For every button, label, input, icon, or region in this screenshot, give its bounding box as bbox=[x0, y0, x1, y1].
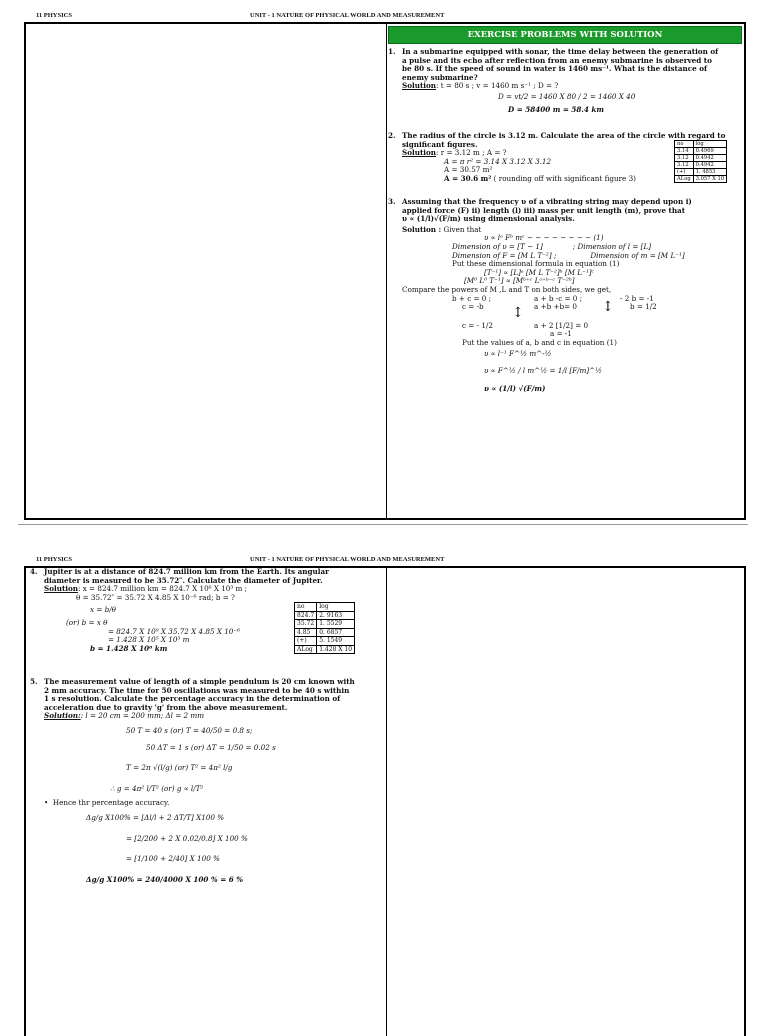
q1-step1: D = vt/2 = 1460 X 80 / 2 = 1460 X 40 bbox=[498, 91, 636, 101]
page-2 bbox=[0, 550, 768, 1024]
question-5: 5. The measurement value of length of a simple pendulum is 20 cm known with 2 mm accuracy. The time for 50 oscillations was measured to be 40 s within 1 s resolution. Calculate the percentage accuracy in the determination of acceleration due to gravity 'g' from the above measurement. Solution:: l = 20 cm = 200 mm; Δl = 2 mm 50 T = 40 s (or) T = 40/50 = 0.8 s; 50 ΔT = 1 s (or) ΔT = 1/50 = 0.02 s T = 2π √(l/g) (or) T² = 4π² l/g ∴ g = 4π² l/T² (or) g ∝ l/T² • Hence thr percentage accuracy. Δg/g X100% = [Δl/l + 2 ΔT/T] X100 % = [2/200 + 2 X 0.02/0.8] X 100 % = [1/100 + 2/40] X 100 % Δg/g X100% = 240/4000 X 100 % = 6 % bbox=[30, 677, 355, 884]
solution-label: Solution bbox=[402, 148, 437, 158]
page-frame bbox=[24, 566, 746, 1036]
question-4: 4. Jupiter is at a distance of 824.7 million km from the Earth. Its angular diameter is measured to be 35.72″. Calculate the diameter of Jupiter. Solution: x = 824.7 million km = 824.7 X 10⁶ X 10³ m ; θ = 35.72″ = 35.72 X 4.85 X 10⁻⁶ rad; b = ? x = b/θ (or) b = x θ = 824.7 X 10⁹ X 35.72 X 4.85 X 10⁻⁶ = 1.428 X 10⁵ X 10³ m b = 1.428 X 10⁸ km no log 824.7 2. 9163 35.72 1. 5529 4.85 0. 6857 (+) 5. 1549 ALog 1.428 X 10 bbox=[30, 568, 382, 678]
solution-label: Solution bbox=[402, 81, 437, 91]
arrow-icon: ↕ bbox=[602, 298, 614, 315]
header-unit: UNIT - 1 NATURE OF PHYSICAL WORLD AND MEASUREMENT bbox=[250, 556, 445, 563]
exercise-banner: EXERCISE PROBLEMS WITH SOLUTION bbox=[388, 26, 742, 44]
header-subject: 11 PHYSICS bbox=[36, 12, 72, 19]
question-2: 2. The radius of the circle is 3.12 m. Calculate the area of the circle with regard to significant figures. Solution: r = 3.12 m ; A = ? A = π r² = 3.14 X 3.12 X 3.12 A = 30.57 m² A = 30.6 m² ( rounding off with significant figure 3) no log 3.14 0.4969 3.12 0.4942 3.12 0.4942 (+) 1. 4853 ALog 3.057 X 10 bbox=[388, 131, 726, 183]
page-header bbox=[0, 10, 768, 22]
solution-label: Solution bbox=[44, 584, 79, 594]
log-table-q2: no log 3.14 0.4969 3.12 0.4942 3.12 0.4942 (+) 1. 4853 ALog 3.057 X 10 bbox=[674, 140, 727, 183]
page-header bbox=[0, 554, 768, 566]
log-table-q4: no log 824.7 2. 9163 35.72 1. 5529 4.85 0. 6857 (+) 5. 1549 ALog 1.428 X 10 bbox=[294, 602, 355, 654]
solution-label: Solution: bbox=[44, 711, 81, 721]
page-frame bbox=[24, 22, 746, 520]
arrow-icon: ↕ bbox=[512, 304, 524, 321]
right-column bbox=[388, 24, 744, 394]
q1-step2: D = 58400 m = 58.4 km bbox=[508, 104, 604, 114]
column-divider bbox=[386, 568, 387, 1036]
powers-comparison: b + c = 0 ; c = -b c = - 1/2 ↕ a + b -c = 0 ; a +b +b= 0 a + 2 [1/2] = 0 a = -1 ↕ - 2 b = -1 b = 1/2 bbox=[452, 293, 657, 339]
question-1: 1. In a submarine equipped with sonar, the time delay between the generation of a pulse and its echo after reflection from an enemy submarine is observed to be 80 s. If the speed of sound in water is 1460 ms⁻¹. What is the distance of enemy submarine? Solution: t = 80 s ; v = 1460 m s⁻¹ ; D = ? D = vt/2 = 1460 X 80 / 2 = 1460 X 40 D = 58400 m = 58.4 km bbox=[388, 48, 744, 132]
header-subject: 11 PHYSICS bbox=[36, 556, 72, 563]
bullet-icon: • bbox=[44, 798, 53, 808]
solution-label: Solution : bbox=[402, 224, 442, 234]
header-unit: UNIT - 1 NATURE OF PHYSICAL WORLD AND MEASUREMENT bbox=[250, 12, 445, 19]
left-column bbox=[30, 568, 382, 884]
column-divider bbox=[386, 24, 387, 518]
question-3: 3. Assuming that the frequency υ of a vibrating string may depend upon i) applied force (F) ii) length (l) iii) mass per unit length (m), prove that υ ∝ (1/l)√(F/m) using dimensional analysis. Solution : Given that υ ∝ lᵃ Fᵇ mᶜ − − − − − − − − (1) Dimension of υ = [T − 1] ; Dimension of l = [L] Dimension of F = [M L T⁻²] ; Dimension of m = [M L⁻¹] Put these dimensional formula in equation (1) [T⁻¹] ∝ [L]ᵃ [M L T⁻²]ᵇ [M L⁻¹]ᶜ [M⁰ L⁰ T⁻¹] ∝ [Mᵇ⁺ᶜ Lᵃ⁺ᵇ⁻ᶜ T⁻²ᵇ] Compare the powers of M ,L and T on both sides, we get, b + c = 0 ; c = -b c = - 1/2 ↕ a + b -c = 0 ; a +b +b= 0 a + 2 [1/2] = 0 a = -1 ↕ - 2 b = -1 b = 1/2 Put the values of a, b and c in equation (1) υ ∝ l⁻¹ F^½ m^-½ υ ∝ F^½ / l m^½ = 1/l [F/m]^½ υ ∝ (1/l) √(F/m) bbox=[388, 198, 744, 394]
page-separator bbox=[18, 524, 748, 525]
